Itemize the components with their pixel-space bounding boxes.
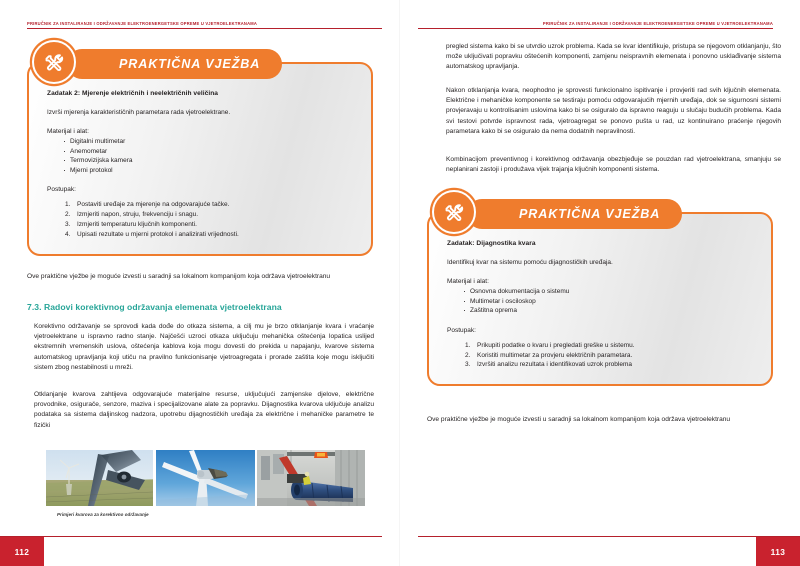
exercise-banner bbox=[467, 199, 682, 229]
right-after-box-note bbox=[427, 415, 773, 425]
footer-left bbox=[0, 528, 400, 566]
paragraph: Nakon otklanjanja kvara, neophodno je sprovesti funkcionalno ispitivanje i provjeriti rad svih ključnih elemenata. Električne i mehaničke komponente se testiraju pomoću odgovarajućih mjernih uređaja, dok se sigurnosni sistemi provjeravaju u kontrolisanim uslovima kako bi se osiguralo da ispravno reaguju u slučaju budućih problema. Kada svi testovi potvrde ispravnost rada, vjetroagregat se ponovo pušta u rad, uz kontinuirano praćenje njegovih parametara kako bi se osiguralo da nema dodatnih nepravilnosti. bbox=[446, 87, 781, 135]
paragraph: Kombinacijom preventivnog i korektivnog održavanja obezbjeđuje se pouzdan rad vjetroelektrana, smanjuju se neplanirani zastoji i produžava vijek trajanja ključnih komponenti sistema. bbox=[446, 156, 781, 174]
exercise-materials-label: Materijal i alat: bbox=[447, 278, 489, 285]
list-item: · Mjerni protokol bbox=[63, 166, 357, 176]
exercise-banner bbox=[67, 49, 282, 79]
paragraph: Korektivno održavanje se sprovodi kada dođe do otkaza sistema, a cilj mu je brzo otklanjanje kvara i vraćanje vjetroelektrane u ispravno radno stanje. Najčešći uzroci otkaza uključuju mehanička oštećenja lopatica uslijed ekstremnih vremenskih uslova, oštećenja kablova koja mogu dovesti do prekida u napajanju, kvarove sistema automatskog upravljanja koji utiču na pravilno funkcionisanje vjetroagregata i prorade zaštita koje mogu isključiti sistem zbog nestabilnosti u mreži. bbox=[34, 323, 374, 371]
exercise-box-body bbox=[427, 207, 773, 386]
section-heading: 7.3. Radovi korektivnog održavanja elemenata vjetroelektrana bbox=[27, 302, 282, 312]
list-item: · Digitalni multimetar bbox=[63, 137, 357, 147]
right-paragraph-1 bbox=[446, 42, 781, 73]
exercise-procedure-label: Postupak: bbox=[447, 326, 476, 334]
list-item: Postaviti uređaje za mjerenje na odgovarajuće tačke. bbox=[77, 201, 230, 209]
exercise-materials-list bbox=[63, 137, 357, 175]
exercise-box-body bbox=[27, 57, 373, 256]
footer-right bbox=[400, 528, 800, 566]
exercise-banner-label: PRAKTIČNA VJEŽBA bbox=[519, 207, 661, 221]
exercise-steps-list bbox=[65, 200, 357, 239]
paragraph: Ove praktične vježbe je moguće izvesti u saradnji sa lokalnom kompanijom koja održava vjetroelektranu bbox=[27, 273, 331, 280]
list-item: Izvršiti analizu rezultata i identifikovati uzrok problema bbox=[477, 361, 632, 369]
list-item: Koristiti multimetar za provjeru električnih parametara. bbox=[477, 351, 633, 359]
left-after-box-note bbox=[27, 272, 373, 282]
footer-rule bbox=[418, 536, 800, 537]
exercise-intro: Izvrši mjerenja karakterističnih parametara rada vjetroelektrane. bbox=[47, 109, 231, 116]
exercise-task-title: Zadatak: Dijagnostika kvara bbox=[447, 240, 536, 247]
list-item: Prikupiti podatke o kvaru i pregledati greške u sistemu. bbox=[477, 341, 635, 349]
left-paragraph-2 bbox=[34, 390, 374, 431]
exercise-materials-label: Materijal i alat: bbox=[47, 128, 89, 135]
list-item: · Termovizijska kamera bbox=[63, 156, 357, 166]
footer-rule bbox=[0, 536, 382, 537]
right-paragraph-3 bbox=[446, 155, 781, 175]
section-heading-block bbox=[27, 302, 373, 312]
wind-turbine-nacelle-photo bbox=[156, 450, 255, 506]
list-item: · Anemometar bbox=[63, 147, 357, 157]
practical-exercise-box-left bbox=[27, 57, 373, 256]
list-item: Izmjeriti temperaturu ključnih komponenti. bbox=[77, 220, 197, 228]
paragraph: Otklanjanje kvarova zahtijeva odgovarajuće materijalne resurse, uključujući zamjenske djelove, električne provodnike, osigurače, senzore, maziva i specijalizovane alate za popravku. Dijagnostika kvarova uključuje analizu podataka sa sistema daljinskog nadzora, upotrebu dijagnostičkih uređaja za električne i mehaničke parametre te fizički bbox=[34, 391, 374, 429]
list-item: Izmjeriti napon, struju, frekvenciju i snagu. bbox=[77, 211, 199, 219]
exercise-steps-list bbox=[465, 341, 757, 370]
page-number-left: 112 bbox=[0, 537, 44, 566]
exercise-materials-list bbox=[463, 287, 757, 316]
running-header-right bbox=[418, 20, 773, 34]
right-paragraph-2 bbox=[446, 86, 781, 137]
running-header-rule bbox=[418, 28, 773, 29]
exercise-intro: Identifikuj kvar na sistemu pomoću dijagnostičkih uređaja. bbox=[447, 259, 613, 266]
practical-exercise-box-right bbox=[427, 207, 773, 386]
left-paragraph-1 bbox=[34, 322, 374, 373]
crossed-tools-icon bbox=[432, 190, 476, 234]
figure-caption: Primjeri kvarova za korektivno održavanje bbox=[57, 512, 149, 517]
running-header-text: PRIRUČNIK ZA INSTALIRANJE I ODRŽAVANJE ELEKTROENERGETSKE OPREME U VJETROELEKTRANAMA bbox=[542, 21, 773, 26]
page-number-right: 113 bbox=[756, 537, 800, 566]
running-header-rule bbox=[27, 28, 382, 29]
running-header-left bbox=[27, 20, 382, 34]
turbine-interior-machinery-photo bbox=[257, 450, 365, 506]
list-item: · Zaštitna oprema bbox=[463, 306, 757, 316]
list-item: · Multimetar i osciloskop bbox=[463, 297, 757, 307]
exercise-banner-label: PRAKTIČNA VJEŽBA bbox=[119, 57, 261, 71]
paragraph: pregled sistema kako bi se utvrdio uzrok problema. Kada se kvar identifikuje, pristupa se njegovom otklanjanju, što može uključivati popravku oštećenih komponenti, zamjenu neispravnih elemenata i ponovno usklađivanje sistema automatskog upravljanja. bbox=[446, 43, 781, 71]
wind-turbine-field-photo bbox=[46, 450, 153, 506]
figure-photo-strip bbox=[46, 450, 365, 506]
running-header-text: PRIRUČNIK ZA INSTALIRANJE I ODRŽAVANJE ELEKTROENERGETSKE OPREME U VJETROELEKTRANAMA bbox=[27, 21, 258, 26]
exercise-procedure-label: Postupak: bbox=[47, 186, 76, 194]
list-item: · Osnovna dokumentacija o sistemu bbox=[463, 287, 757, 297]
list-item: Upisati rezultate u mjerni protokol i analizirati vrijednosti. bbox=[77, 230, 239, 238]
page-right bbox=[400, 0, 800, 566]
exercise-task-title: Zadatak 2: Mjerenje električnih i neelektričnih veličina bbox=[47, 90, 219, 97]
crossed-tools-icon bbox=[32, 40, 76, 84]
paragraph: Ove praktične vježbe je moguće izvesti u saradnji sa lokalnom kompanijom koja održava vjetroelektranu bbox=[427, 416, 731, 423]
